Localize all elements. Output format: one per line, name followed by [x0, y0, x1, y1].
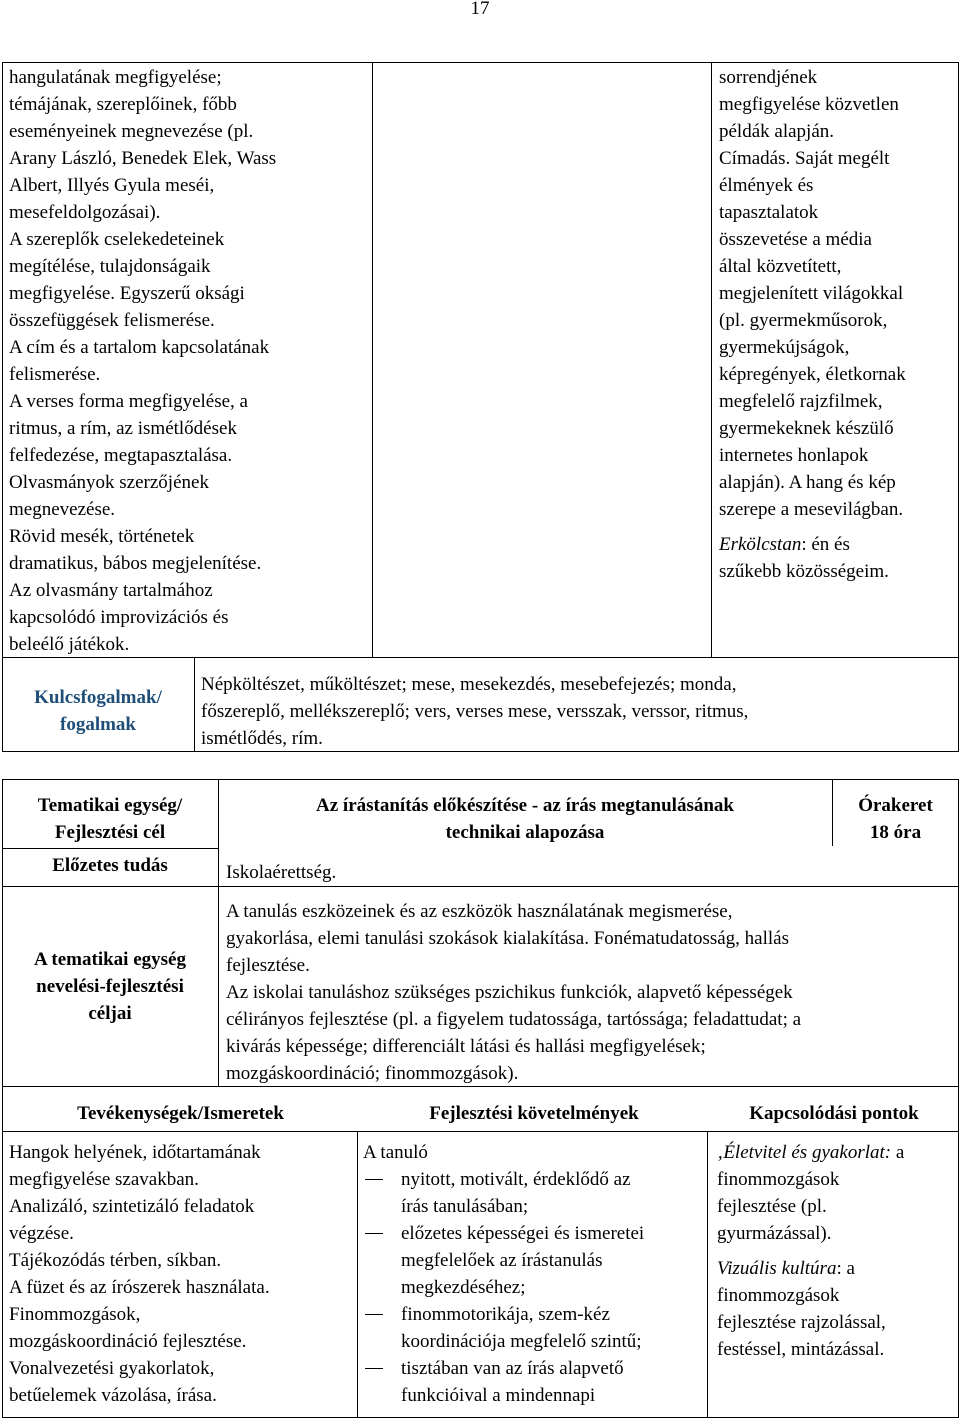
theme-title-line-2: technikai alapozása — [445, 822, 605, 843]
activity-line: mesefeldolgozásai). — [9, 202, 161, 223]
activities-line: Finommozgások, — [9, 1304, 141, 1325]
link-line: tapasztalatok — [719, 202, 819, 223]
links-life-label: ‚Életvitel és gyakorlat: — [717, 1142, 892, 1163]
activities-line: megfigyelése szavakban. — [9, 1169, 199, 1190]
goals-line: fejlesztése. — [226, 955, 310, 976]
link-line: szerepe a mesevilágban. — [719, 499, 904, 520]
links-visual-text — [717, 1282, 957, 1363]
activity-line: beleélő játékok. — [9, 634, 130, 655]
activities-cell — [9, 1139, 354, 1409]
link-line: példák alapján. — [719, 121, 835, 142]
key-concepts-line: ismétlődés, rím. — [201, 728, 323, 749]
link-line: élmények és — [719, 175, 814, 196]
activity-line: megítélése, tulajdonságaik — [9, 256, 211, 277]
requirement-item — [363, 1166, 705, 1220]
goals-label-line-1: A tematikai egység — [34, 949, 186, 970]
link-line: alapján). A hang és kép — [719, 472, 896, 493]
activities-line: végzése. — [9, 1223, 74, 1244]
goals-label-line-3: céljai — [88, 1003, 132, 1024]
goals-line: mozgáskoordináció; finommozgások). — [226, 1063, 519, 1084]
requirement-item — [363, 1301, 705, 1355]
links-visual-line: festéssel, mintázással. — [717, 1339, 885, 1360]
links-visual-line — [717, 1255, 957, 1282]
activity-line: dramatikus, bábos megjelenítése. — [9, 553, 262, 574]
activity-line: Rövid mesék, történetek — [9, 526, 195, 547]
activity-line: megnevezése. — [9, 499, 116, 520]
ethics-gap — [719, 523, 957, 531]
links-visual-line: finommozgások — [717, 1285, 840, 1306]
activities-line: Vonalvezetési gyakorlatok, — [9, 1358, 215, 1379]
key-concepts-label-line-2: fogalmak — [60, 714, 136, 735]
prior-knowledge-value: Iskolaérettség. — [226, 862, 337, 883]
theme-label-line-1: Tematikai egység/ — [37, 795, 183, 816]
activity-line: felfedezése, megtapasztalása. — [9, 445, 233, 466]
requirement-line: megfelelőek az írástanulás — [401, 1250, 603, 1271]
ethics-label: Erkölcstan — [719, 534, 802, 555]
prior-knowledge-label: Előzetes tudás — [52, 855, 168, 876]
link-line: összevetése a média — [719, 229, 872, 250]
activity-line: A cím és a tartalom kapcsolatának — [9, 337, 270, 358]
key-concepts-line: Népköltészet, műköltészet; mese, mesekezdés, mesebefejezés; monda, — [201, 674, 737, 695]
hours-cell — [832, 792, 959, 846]
ethics-line — [719, 531, 957, 558]
goals-line: kivárás képessége; differenciált látási és hallási megfigyelések; — [226, 1036, 706, 1057]
ethics-text: : én és — [801, 534, 850, 555]
hours-value: 18 óra — [869, 822, 922, 843]
top-links-cell — [719, 64, 957, 585]
activity-line: kapcsolódó improvizációs és — [9, 607, 229, 628]
links-life-line: gyurmázással). — [717, 1223, 832, 1244]
header-activities: Tevékenységek/Ismeretek — [77, 1103, 284, 1124]
link-line: gyermekeknek készülő — [719, 418, 894, 439]
requirement-line: nyitott, motivált, érdeklődő az — [401, 1169, 631, 1190]
link-line: sorrendjének — [719, 67, 818, 88]
key-concepts-label — [2, 684, 194, 738]
goals-line: célirányos fejlesztése (pl. a figyelem tudatossága, tartóssága; feladattudat; a — [226, 1009, 802, 1030]
links-visual-line: fejlesztése rajzolással, — [717, 1312, 886, 1333]
requirement-line: tisztában van az írás alapvető — [401, 1358, 624, 1379]
theme-label-line-2: Fejlesztési cél — [54, 822, 166, 843]
requirement-line: finommotorikája, szem-kéz — [401, 1304, 610, 1325]
activity-line: összefüggések felismerése. — [9, 310, 215, 331]
theme-title — [218, 792, 832, 846]
requirement-line: funkcióival a mindennapi — [401, 1385, 596, 1406]
link-line: megjelenített világokkal — [719, 283, 904, 304]
body-divider-1 — [357, 1131, 358, 1418]
activity-line: felismerése. — [9, 364, 101, 385]
key-concepts-line: főszereplő, mellékszereplő; vers, verses mese, versszak, verssor, ritmus, — [201, 701, 749, 722]
theme-title-line-1: Az írástanítás előkészítése - az írás megtanulásának — [316, 795, 734, 816]
requirement-line: megkezdéséhez; — [401, 1277, 526, 1298]
goals-text — [226, 898, 956, 1087]
goals-line: gyakorlása, elemi tanulási szokások kialakítása. Fonématudatosság, hallás — [226, 928, 789, 949]
header-requirements: Fejlesztési követelmények — [429, 1103, 639, 1124]
activities-line: A füzet és az írószerek használata. — [9, 1277, 270, 1298]
theme-label — [2, 792, 218, 846]
activity-line: hangulatának megfigyelése; — [9, 67, 222, 88]
links-life-line: finommozgások — [717, 1169, 840, 1190]
links-life-rest: a — [891, 1142, 905, 1163]
requirement-line: koordinációja megfelelő szintű; — [401, 1331, 642, 1352]
requirements-cell — [363, 1139, 705, 1409]
header-links: Kapcsolódási pontok — [749, 1103, 919, 1124]
activities-line: Analizáló, szintetizáló feladatok — [9, 1196, 255, 1217]
links-visual-label: Vizuális kultúra — [717, 1258, 837, 1279]
prior-row-divider — [2, 886, 959, 887]
activity-line: Arany László, Benedek Elek, Wass — [9, 148, 277, 169]
requirements-intro: A tanuló — [363, 1142, 428, 1163]
link-line: képregények, életkornak — [719, 364, 906, 385]
goals-label — [2, 946, 218, 1027]
theme-row-divider — [2, 848, 218, 849]
links-gap — [717, 1247, 957, 1255]
links-visual-rest: : a — [836, 1258, 855, 1279]
top-table-divider-1 — [372, 62, 373, 658]
body-divider-2 — [707, 1131, 708, 1418]
link-line: megfelelő rajzfilmek, — [719, 391, 883, 412]
column-header-divider — [2, 1131, 959, 1132]
requirements-list — [363, 1166, 705, 1409]
activity-line: eseményeinek megnevezése (pl. — [9, 121, 254, 142]
activity-line: Az olvasmány tartalmához — [9, 580, 213, 601]
requirement-line: írás tanulásában; — [401, 1196, 529, 1217]
top-activities-cell — [9, 64, 369, 658]
activity-line: A szereplők cselekedeteinek — [9, 229, 225, 250]
requirement-item — [363, 1355, 705, 1409]
activity-line: Albert, Illyés Gyula meséi, — [9, 175, 215, 196]
link-line: megfigyelése közvetlen — [719, 94, 899, 115]
requirement-line: előzetes képességei és ismeretei — [401, 1223, 645, 1244]
activities-line: mozgáskoordináció fejlesztése. — [9, 1331, 247, 1352]
goals-line: Az iskolai tanuláshoz szükséges pszichikus funkciók, alapvető képességek — [226, 982, 793, 1003]
key-concepts-divider — [194, 657, 195, 752]
activities-line: Tájékozódás térben, síkban. — [9, 1250, 222, 1271]
link-line: Címadás. Saját megélt — [719, 148, 890, 169]
links-life-text — [717, 1166, 957, 1247]
hours-label: Órakeret — [858, 795, 933, 816]
activities-line: betűelemek vázolása, írása. — [9, 1385, 217, 1406]
links-cell — [717, 1139, 957, 1363]
page-number: 17 — [470, 0, 490, 19]
activity-line: A verses forma megfigyelése, a — [9, 391, 248, 412]
activity-line: Olvasmányok szerzőjének — [9, 472, 209, 493]
activity-line: ritmus, a rím, az ismétlődések — [9, 418, 237, 439]
links-life-line: fejlesztése (pl. — [717, 1196, 827, 1217]
key-concepts-text — [201, 671, 956, 752]
ethics-line: szűkebb közösségeim. — [719, 561, 889, 582]
link-line: által közvetített, — [719, 256, 842, 277]
activity-line: megfigyelése. Egyszerű oksági — [9, 283, 245, 304]
goals-line: A tanulás eszközeinek és az eszközök használatának megismerése, — [226, 901, 733, 922]
link-line: (pl. gyermekműsorok, — [719, 310, 888, 331]
link-line: internetes honlapok — [719, 445, 869, 466]
links-life-line — [717, 1139, 957, 1166]
key-concepts-label-line-1: Kulcsfogalmak/ — [34, 687, 162, 708]
activities-line: Hangok helyének, időtartamának — [9, 1142, 261, 1163]
activity-line: témájának, szereplőinek, főbb — [9, 94, 237, 115]
top-table-divider-2 — [711, 62, 712, 658]
goals-label-line-2: nevelési-fejlesztési — [36, 976, 184, 997]
requirement-item — [363, 1220, 705, 1301]
link-line: gyermekújságok, — [719, 337, 850, 358]
